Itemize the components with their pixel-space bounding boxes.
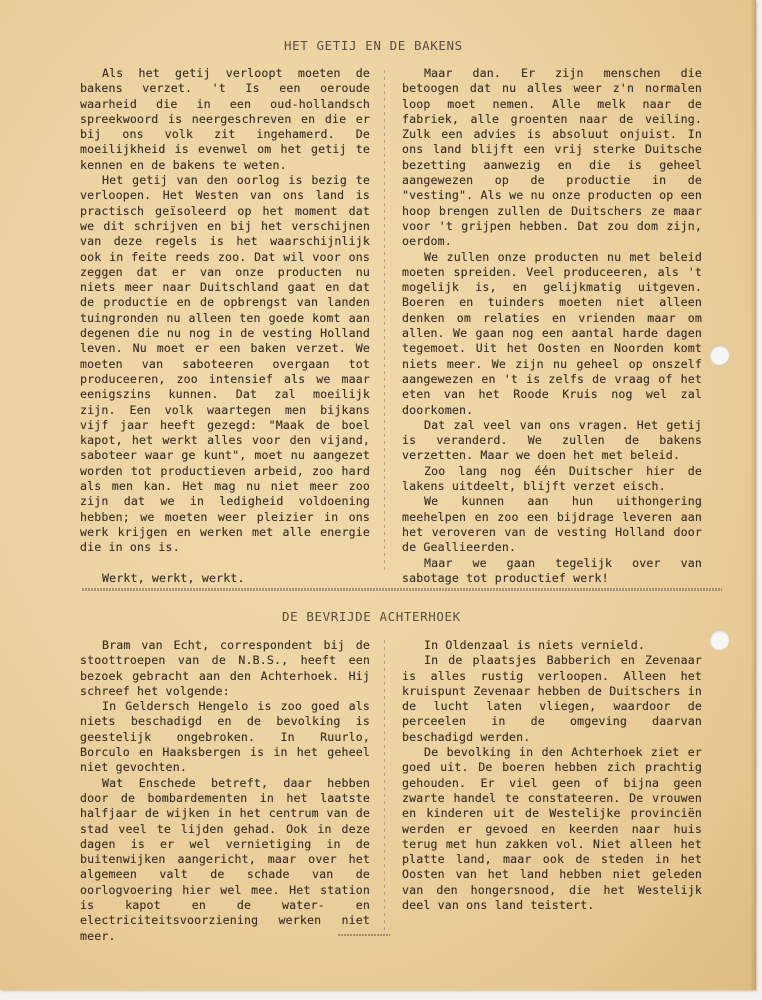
punch-hole-bottom xyxy=(709,630,729,650)
paragraph: Als het getij verloopt moeten de bakens verzet. 't Is een oeroude waarheid die in een oud-hollandsch spreekwoord is neergeschreven en die er bij ons volk zit ingehamerd. De moeilijkheid is evenwel om het getij te kennen en de bakens te weten. xyxy=(80,66,370,172)
paragraph: De bevolking in den Achterhoek ziet er goed uit. De boeren hebben zich prachtig gehouden. Er viel geen of bijna geen zwarte handel te constateeren. De vrouwen en kinderen uit de Westelijke provinciën werden er gevoed en keerden naar huis terug met hun zakken vol. Niet alleen het platte land, maar ook de steden in het Oosten van het land hebben niet geleden van den hongersnood, die het Westelijk deel van ons land teistert. xyxy=(402,745,702,913)
paragraph: Zoo lang nog één Duitscher hier de lakens uitdeelt, blijft verzet eisch. xyxy=(402,463,702,494)
article2-right-column xyxy=(402,638,702,913)
column-divider xyxy=(384,640,385,930)
paragraph: We zullen onze producten nu met beleid moeten spreiden. Veel produceeren, als 't mogelijk is, en gelijkmatig uitgeven. Boeren en tuinders moeten niet alleen denken om relaties en vrienden maar om allen. We gaan nog een aantal harde dagen tegemoet. Uit het Oosten en Noorden komt niets meer. We zijn nu geheel op onszelf aangewezen en 't is zelfs de vraag of het eten van het Roode Kruis nog wel zal doorkomen. xyxy=(402,249,702,417)
closing-line: Werkt, werkt, werkt. xyxy=(102,570,245,585)
paragraph: Maar dan. Er zijn menschen die betoogen dat nu alles weer z'n normalen loop moet nemen. Alle melk naar de fabriek, alle groenten naar de veiling. Zulk een advies is absoluut onjuist. In ons land blijft een vrij sterke Duitsche bezetting aanwezig en die is geheel aangewezen op de productie in de "vesting". Als we nu onze producten op een hoop brengen zullen de Duitschers ze maar voor 't grijpen hebben. Dat zou dom zijn, oerdom. xyxy=(402,66,702,249)
paragraph: Dat zal veel van ons vragen. Het getij is veranderd. We zullen de bakens verzetten. Maar we doen het met beleid. xyxy=(402,417,702,463)
paragraph: We kunnen aan hun uithongering meehelpen en zoo een bijdrage leveren aan het veroveren van de vesting Holland door de Geallieerden. xyxy=(402,494,702,555)
article2-left-column xyxy=(80,638,370,944)
article1-right-column xyxy=(402,66,702,586)
paragraph: Het getij van den oorlog is bezig te verloopen. Het Westen van ons land is practisch geïsoleerd op het moment dat we dit schrijven en bij het verschijnen van deze regels is het waarschijnlijk ook in feite reeds zoo. Dat wil voor ons zeggen dat er van onze producten nu niets meer naar Duitschland gaat en dat de productie en de opbrengst van landen tuingronden nu alleen ten goede komt aan degenen die nu nog in de vesting Holland leven. Nu moet er een baken verzet. We moeten van saboteeren overgaan tot produceeren, zoo intensief als we maar eenigszins kunnen. Dat zal moeilijk zijn. Een volk waartegen men bijkans vijf jaar heeft gezegd: "Maak de boel kapot, het werkt alles voor den vijand, saboteer waar ge kunt", moet nu aangezet worden tot productieven arbeid, zoo hard als men kan. Het mag nu niet meer zoo zijn dat we in ledigheid voldoening hebben; we moeten weer pleizier in ons werk krijgen en werken met alle energie die in ons is. xyxy=(80,173,370,555)
paragraph: Wat Enschede betreft, daar hebben door de bombardementen in het laatste halfjaar de wijken in het centrum van de stad veel te lijden gehad. Ook in deze dagen is er wel vernietiging in de buitenwijken aangericht, maar over het algemeen valt de schade van de oorlogvoering hier wel mee. Het station is kapot en de water- en electriciteitsvoorziening werken niet meer. xyxy=(80,775,370,943)
paragraph: In Oldenzaal is niets vernield. xyxy=(424,638,646,652)
punch-hole-top xyxy=(709,345,729,365)
end-mark xyxy=(338,934,390,936)
section-separator xyxy=(82,588,722,591)
column-divider xyxy=(384,70,385,570)
paragraph: In de plaatsjes Babberich en Zevenaar is alles rustig verloopen. Alleen het kruispunt Zevenaar hebben de Duitschers in de lucht laten vliegen, waardoor de perceelen in de omgeving daarvan beschadigd werden. xyxy=(402,653,702,744)
paragraph: In Geldersch Hengelo is zoo goed als niets beschadigd en de bevolking is geestelijk ongebroken. In Ruurlo, Borculo en Haaksbergen is in het geheel niet gevochten. xyxy=(80,699,370,775)
article-title-achterhoek: DE BEVRIJDE ACHTERHOEK xyxy=(282,609,461,624)
article-title-getij: HET GETIJ EN DE BAKENS xyxy=(284,38,463,53)
paragraph: Bram van Echt, correspondent bij de stoottroepen van de N.B.S., heeft een bezoek gebracht aan den Achterhoek. Hij schreef het volgende: xyxy=(80,638,370,698)
article1-left-column xyxy=(80,66,370,586)
paragraph: Maar we gaan tegelijk over van sabotage tot productief werk! xyxy=(402,555,702,585)
